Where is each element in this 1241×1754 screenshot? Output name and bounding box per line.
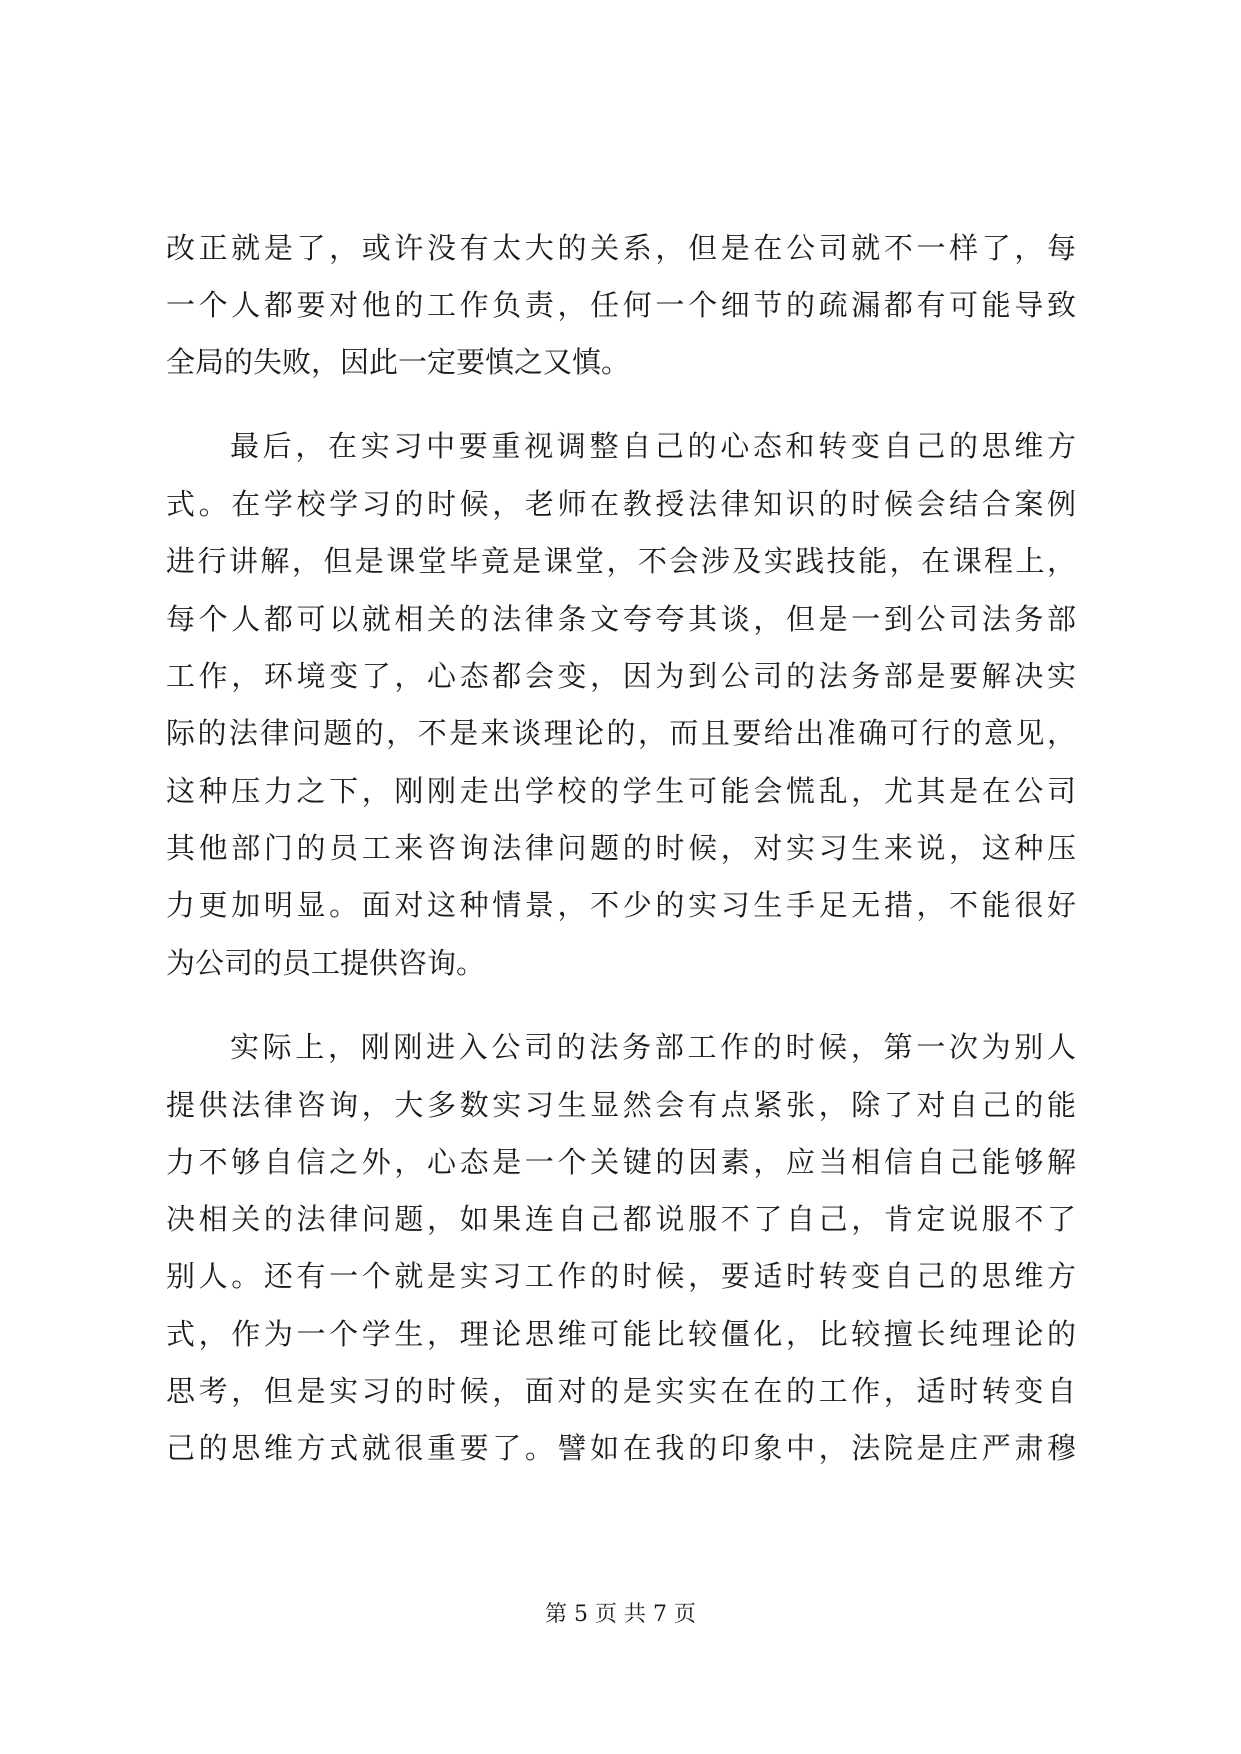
text-line: 进行讲解，但是课堂毕竟是课堂，不会涉及实践技能，在课程上， xyxy=(166,544,1076,578)
text-line: 力更加明显。面对这种情景，不少的实习生手足无措，不能很好 xyxy=(166,888,1076,922)
text-line: 思考，但是实习的时候，面对的是实实在在的工作，适时转变自 xyxy=(166,1374,1076,1408)
text-line: 这种压力之下，刚刚走出学校的学生可能会慌乱，尤其是在公司 xyxy=(166,774,1076,808)
text-line: 为公司的员工提供咨询。 xyxy=(166,946,486,980)
paragraph-first-line: 实际上，刚刚进入公司的法务部工作的时候，第一次为别人 xyxy=(230,1030,1076,1064)
text-line: 工作，环境变了，心态都会变，因为到公司的法务部是要解决实 xyxy=(166,659,1076,693)
text-line: 际的法律问题的，不是来谈理论的，而且要给出准确可行的意见， xyxy=(166,716,1076,750)
text-line: 决相关的法律问题，如果连自己都说服不了自己，肯定说服不了 xyxy=(166,1202,1076,1236)
text-line: 己的思维方式就很重要了。譬如在我的印象中，法院是庄严肃穆 xyxy=(166,1431,1076,1465)
text-line: 其他部门的员工来咨询法律问题的时候，对实习生来说，这种压 xyxy=(166,831,1076,865)
page-number: 第 5 页 共 7 页 xyxy=(545,1602,696,1627)
text-line: 提供法律咨询，大多数实习生显然会有点紧张，除了对自己的能 xyxy=(166,1088,1076,1122)
text-line: 式。在学校学习的时候，老师在教授法律知识的时候会结合案例 xyxy=(166,487,1076,521)
text-line: 别人。还有一个就是实习工作的时候，要适时转变自己的思维方 xyxy=(166,1259,1076,1293)
paragraph-first-line: 最后，在实习中要重视调整自己的心态和转变自己的思维方 xyxy=(230,429,1076,463)
text-line: 每个人都可以就相关的法律条文夸夸其谈，但是一到公司法务部 xyxy=(166,602,1076,636)
text-line: 全局的失败，因此一定要慎之又慎。 xyxy=(166,345,631,379)
text-line: 改正就是了，或许没有太大的关系，但是在公司就不一样了，每 xyxy=(166,231,1076,265)
text-line: 式，作为一个学生，理论思维可能比较僵化，比较擅长纯理论的 xyxy=(166,1317,1076,1351)
text-line: 一个人都要对他的工作负责，任何一个细节的疏漏都有可能导致 xyxy=(166,288,1076,322)
text-line: 力不够自信之外，心态是一个关键的因素，应当相信自己能够解 xyxy=(166,1145,1076,1179)
